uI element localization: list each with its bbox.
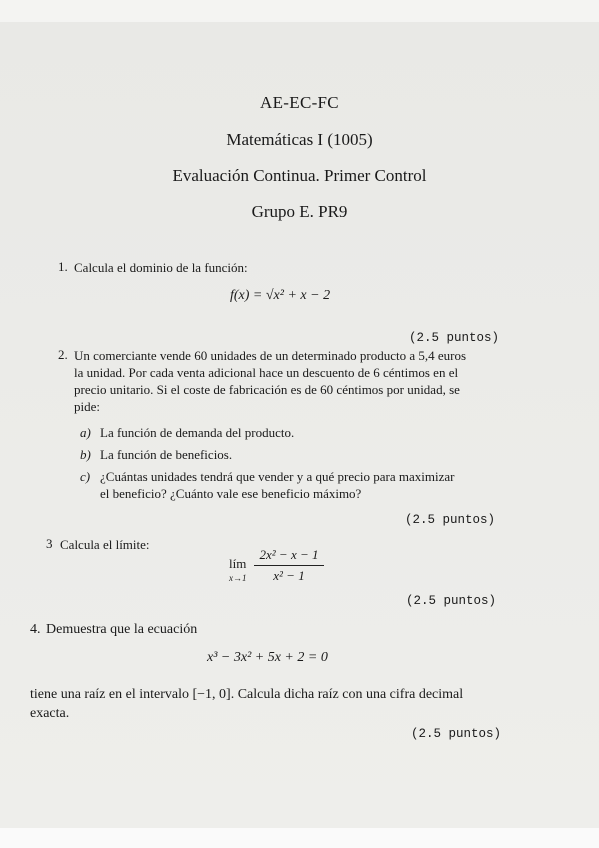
q2-a-label: a) xyxy=(80,425,91,440)
q3-denominator: x² − 1 xyxy=(273,568,305,583)
q2-number: 2. xyxy=(58,347,68,362)
q1-number: 1. xyxy=(58,259,68,274)
q2-c-line-1: ¿Cuántas unidades tendrá que vender y a qué precio para maximizar xyxy=(100,469,455,484)
q3-points: (2.5 puntos) xyxy=(406,594,497,608)
q1-text: Calcula el dominio de la función: xyxy=(74,260,248,275)
group-title: Grupo E. PR9 xyxy=(251,202,348,221)
q1-points: (2.5 puntos) xyxy=(409,331,500,345)
q2-line-3: precio unitario. Si el coste de fabricación es de 60 céntimos por unidad, se xyxy=(74,382,460,397)
q4-formula: x³ − 3x² + 5x + 2 = 0 xyxy=(207,650,328,665)
q2-c-label: c) xyxy=(80,469,91,484)
q2-line-4: pide: xyxy=(74,399,100,414)
q4-points: (2.5 puntos) xyxy=(411,727,502,741)
q3-numerator: 2x² − x − 1 xyxy=(254,547,324,566)
q2-b-text: La función de beneficios. xyxy=(100,447,233,462)
q4-line-1: tiene una raíz en el intervalo [−1, 0]. Calcula dicha raíz con una cifra decimal xyxy=(30,687,464,702)
q2-c-line-2: el beneficio? ¿Cuánto vale ese beneficio máximo? xyxy=(100,486,362,501)
q1-formula: f(x) = √x² + x − 2 xyxy=(230,288,331,303)
q4-text: Demuestra que la ecuación xyxy=(46,622,198,637)
q3-fraction xyxy=(254,547,324,584)
q4-number: 4. xyxy=(30,622,41,637)
exam-title: Evaluación Continua. Primer Control xyxy=(172,166,427,185)
q2-b-label: b) xyxy=(80,447,91,462)
q4-line-2: exacta. xyxy=(30,706,70,721)
page-margin xyxy=(0,828,599,848)
q2-a-text: La función de demanda del producto. xyxy=(100,425,295,440)
q3-text: Calcula el límite: xyxy=(60,537,150,552)
subject-title: Matemáticas I (1005) xyxy=(226,130,373,149)
q2-line-2: la unidad. Por cada venta adicional hace un descuento de 6 céntimos en el xyxy=(74,365,459,380)
q2-line-1: Un comerciante vende 60 unidades de un determinado producto a 5,4 euros xyxy=(74,348,467,363)
course-code: AE-EC-FC xyxy=(260,93,339,112)
q3-lim-subscript: x→1 xyxy=(229,573,247,583)
q2-points: (2.5 puntos) xyxy=(405,513,496,527)
q3-number: 3 xyxy=(46,536,53,551)
q3-lim: lím xyxy=(229,556,247,571)
